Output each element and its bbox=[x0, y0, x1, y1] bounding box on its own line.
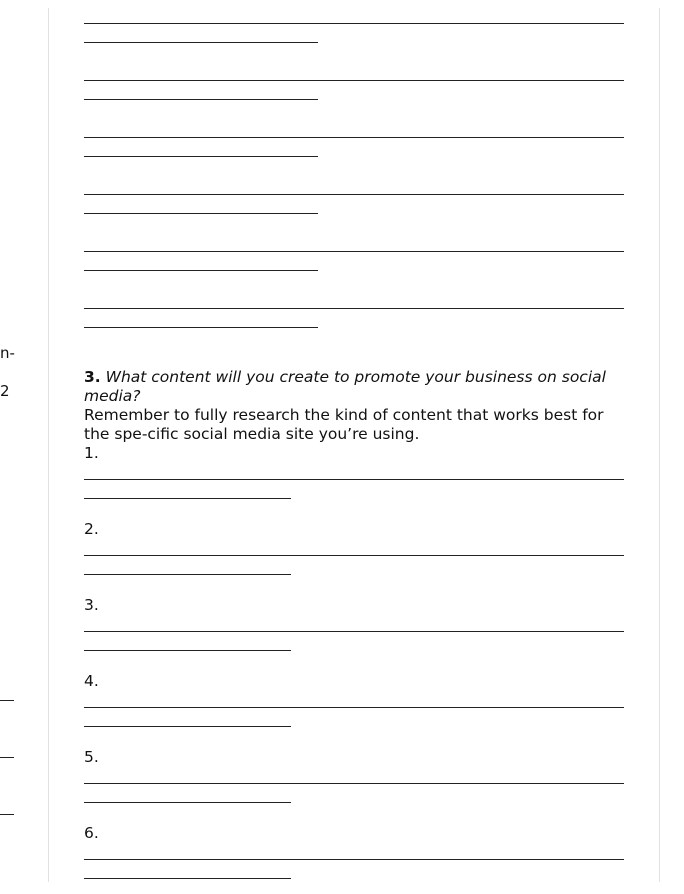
answer-line bbox=[84, 137, 624, 138]
answer-line-short bbox=[84, 99, 318, 100]
answer-line-short bbox=[84, 726, 291, 727]
previous-page-write-line bbox=[0, 757, 14, 758]
previous-page-write-line bbox=[0, 700, 14, 701]
previous-page-text-fragment: 2 bbox=[0, 382, 10, 400]
answer-line bbox=[84, 555, 624, 556]
worksheet-page bbox=[49, 0, 659, 894]
answer-line bbox=[84, 479, 624, 480]
answer-line bbox=[84, 308, 624, 309]
answer-line-short bbox=[84, 42, 318, 43]
answer-line-short bbox=[84, 213, 318, 214]
question-3 bbox=[84, 368, 629, 444]
previous-page-text-fragment: n- bbox=[0, 344, 15, 362]
answer-line bbox=[84, 859, 624, 860]
answer-line-short bbox=[84, 802, 291, 803]
answer-line bbox=[84, 80, 624, 81]
list-item-number: 5. bbox=[84, 748, 99, 766]
list-item-number: 3. bbox=[84, 596, 99, 614]
list-item-number: 6. bbox=[84, 824, 99, 842]
list-item-number: 2. bbox=[84, 520, 99, 538]
answer-line bbox=[84, 194, 624, 195]
question-number: 3. bbox=[84, 368, 101, 386]
answer-line bbox=[84, 631, 624, 632]
answer-line-short bbox=[84, 327, 318, 328]
previous-page-write-line bbox=[0, 814, 14, 815]
answer-line bbox=[84, 783, 624, 784]
answer-line-short bbox=[84, 878, 291, 879]
answer-line-short bbox=[84, 574, 291, 575]
question-instructions: Remember to fully research the kind of content that works best for the spe-cific social media site you’re using. bbox=[84, 406, 604, 443]
previous-page-sliver bbox=[0, 0, 48, 894]
answer-line-short bbox=[84, 498, 291, 499]
question-title: What content will you create to promote your business on social media? bbox=[84, 368, 606, 405]
answer-line bbox=[84, 23, 624, 24]
page-edge-right bbox=[659, 8, 660, 882]
answer-line bbox=[84, 251, 624, 252]
list-item-number: 4. bbox=[84, 672, 99, 690]
answer-line-short bbox=[84, 650, 291, 651]
answer-line-short bbox=[84, 270, 318, 271]
answer-line bbox=[84, 707, 624, 708]
answer-line-short bbox=[84, 156, 318, 157]
list-item-number: 1. bbox=[84, 444, 99, 462]
